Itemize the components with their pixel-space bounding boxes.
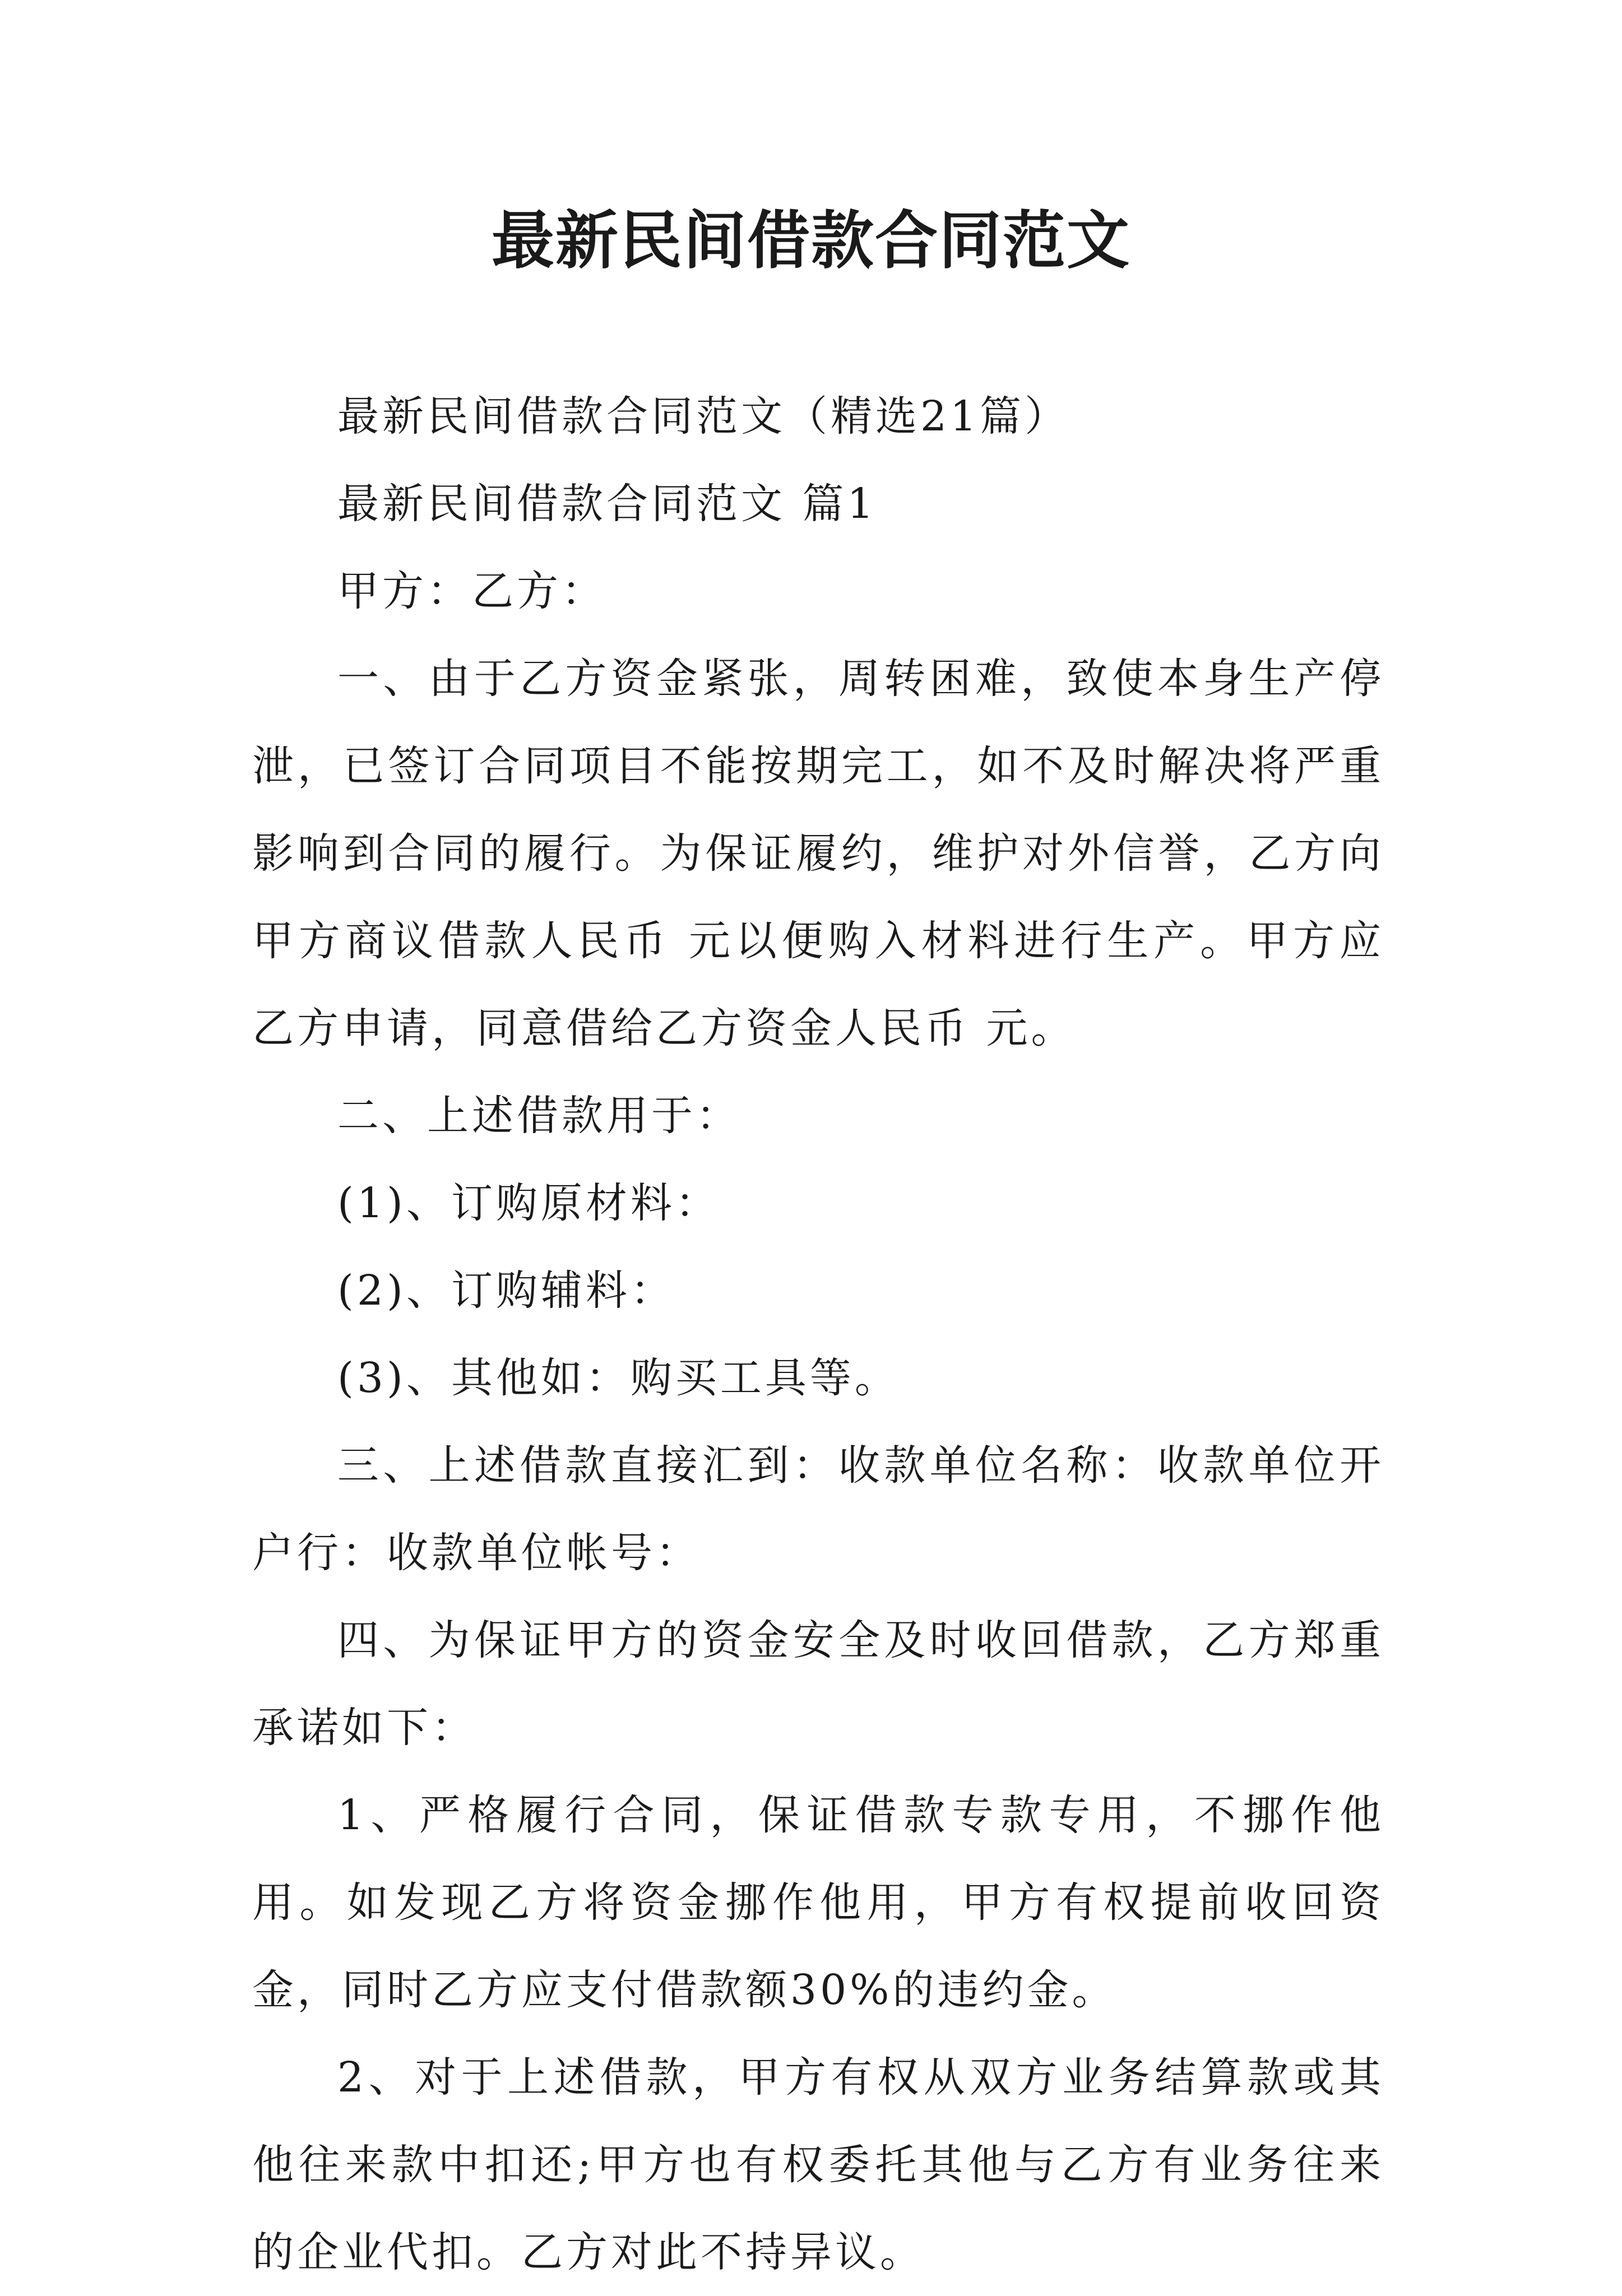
document-body <box>252 373 1384 2296</box>
paragraph-parties: 甲方：乙方： <box>337 567 606 615</box>
document-title: 最新民间借款合同范文 <box>492 204 1130 277</box>
paragraph-clause-4: 四、为保证甲方的资金安全及时收回借款，乙方郑重承诺如下： <box>252 1616 1384 1752</box>
paragraph-clause-1: 一、由于乙方资金紧张，周转困难，致使本身生产停泄，已签订合同项目不能按期完工，如不及时解决将严重影响到合同的履行。为保证履约，维护对外信誉，乙方向甲方商议借款人民币 元以便购入材料进行生产。甲方应乙方申请，同意借给乙方资金人民币 元。 <box>252 655 1384 1052</box>
paragraph-promise-2: 2、对于上述借款，甲方有权从双方业务结算款或其他往来款中扣还;甲方也有权委托其他与乙方有业务往来的企业代扣。乙方对此不持异议。 <box>252 2053 1384 2276</box>
paragraph-subtitle: 最新民间借款合同范文（精选21篇） <box>337 392 1070 440</box>
paragraph-clause-3: 三、上述借款直接汇到：收款单位名称：收款单位开户行：收款单位帐号： <box>252 1441 1384 1577</box>
paragraph-item-1: (1)、订购原材料： <box>337 1179 720 1227</box>
paragraph-section-heading: 最新民间借款合同范文 篇1 <box>337 480 877 528</box>
paragraph-item-3: (3)、其他如：购买工具等。 <box>337 1354 900 1402</box>
paragraph-promise-1: 1、严格履行合同，保证借款专款专用，不挪作他用。如发现乙方将资金挪作他用，甲方有权提前收回资金，同时乙方应支付借款额30%的违约金。 <box>252 1791 1384 2014</box>
paragraph-clause-2: 二、上述借款用于： <box>337 1092 741 1140</box>
paragraph-item-2: (2)、订购辅料： <box>337 1267 675 1315</box>
